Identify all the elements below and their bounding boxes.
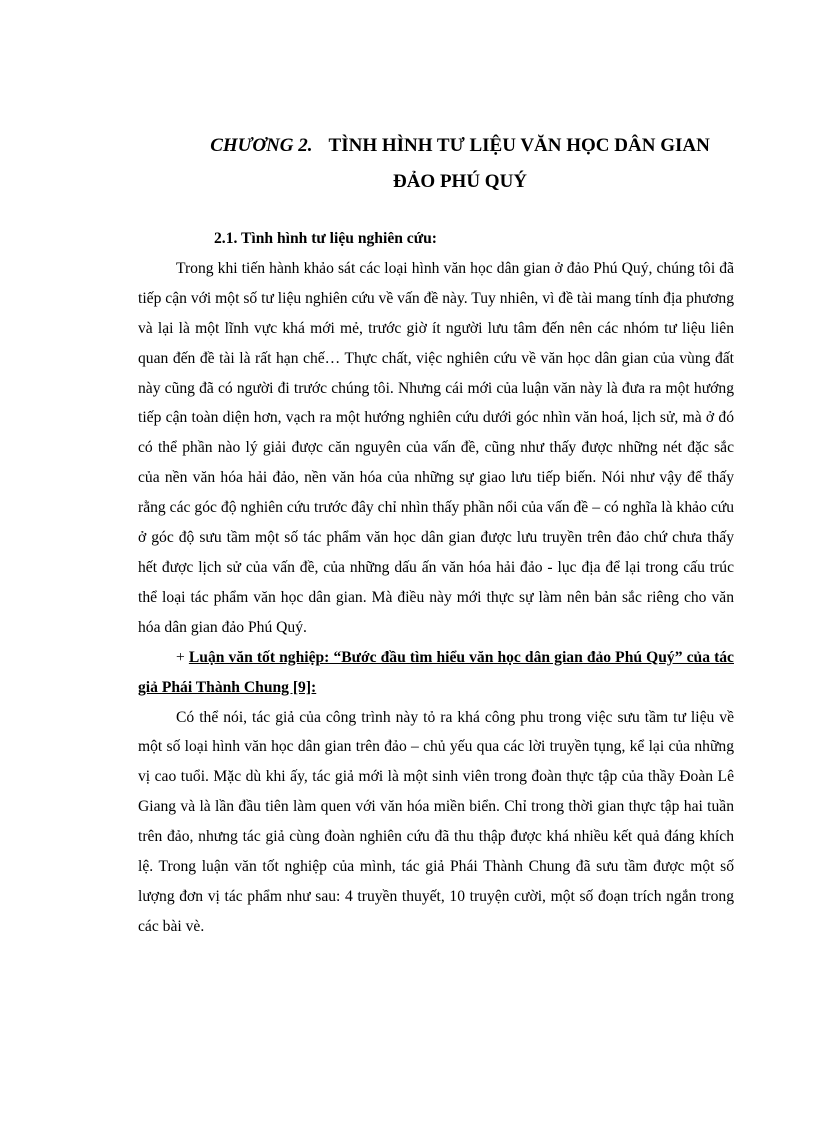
bullet-item: [138, 643, 734, 703]
chapter-title: [130, 128, 790, 200]
chapter-title-line-1: [130, 128, 790, 164]
bullet-title: Luận văn tốt nghiệp: “Bước đầu tìm hiểu văn học dân gian đảo Phú Quý” của tác giả Phái Thành Chung [9]:: [138, 648, 734, 696]
chapter-title-line-2: ĐẢO PHÚ QUÝ: [392, 171, 528, 192]
chapter-title-text: TÌNH HÌNH TƯ LIỆU VĂN HỌC DÂN GIAN: [328, 135, 710, 156]
section-heading: 2.1. Tình hình tư liệu nghiên cứu:: [214, 230, 437, 247]
chapter-number: CHƯƠNG 2.: [210, 135, 313, 156]
paragraph-1: Trong khi tiến hành khảo sát các loại hình văn học dân gian ở đảo Phú Quý, chúng tôi đã tiếp cận với một số tư liệu nghiên cứu về vấn đề này. Tuy nhiên, vì đề tài mang tính địa phương và lại là một lĩnh vực khá mới mẻ, trước giờ ít người lưu tâm đến nên các nhóm tư liệu liên quan đến đề tài là rất hạn chế… Thực chất, việc nghiên cứu về văn học dân gian của vùng đất này cũng đã có người đi trước chúng tôi. Nhưng cái mới của luận văn này là đưa ra một hướng tiếp cận toàn diện hơn, vạch ra một hướng nghiên cứu dưới góc nhìn văn hoá, lịch sử, mà ở đó có thể phần nào lý giải được căn nguyên của vấn đề, cũng như thấy được những nét đặc sắc của nền văn hóa hải đảo, nền văn hóa của những sự giao lưu tiếp biến. Nói như vậy để thấy rằng các góc độ nghiên cứu trước đây chỉ nhìn thấy phần nổi của vấn đề – có nghĩa là khảo cứu ở góc độ sưu tầm một số tác phẩm văn học dân gian được lưu truyền trên đảo chứ chưa thấy hết được lịch sử của vấn đề, của những dấu ấn văn hóa hải đảo - lục địa để lại trong cấu trúc thể loại tác phẩm văn học dân gian. Mà điều này mới thực sự làm nên bản sắc riêng cho văn hóa dân gian đảo Phú Quý.: [138, 259, 734, 636]
paragraph-2: Có thể nói, tác giả của công trình này tỏ ra khá công phu trong việc sưu tầm tư liệu về một số loại hình văn học dân gian trên đảo – chủ yếu qua các lời truyền tụng, kể lại của những vị cao tuổi. Mặc dù khi ấy, tác giả mới là một sinh viên trong đoàn thực tập của thầy Đoàn Lê Giang và là lần đầu tiên làm quen với văn hóa miền biển. Chỉ trong thời gian thực tập hai tuần trên đảo, nhưng tác giả cùng đoàn nghiên cứu đã thu thập được khá nhiều kết quả đáng khích lệ. Trong luận văn tốt nghiệp của mình, tác giả Phái Thành Chung đã sưu tầm được một số lượng đơn vị tác phẩm như sau: 4 truyền thuyết, 10 truyện cười, một số đoạn trích ngắn trong các bài vè.: [138, 708, 734, 935]
document-body: [138, 224, 734, 942]
bullet-prefix: +: [176, 648, 189, 666]
